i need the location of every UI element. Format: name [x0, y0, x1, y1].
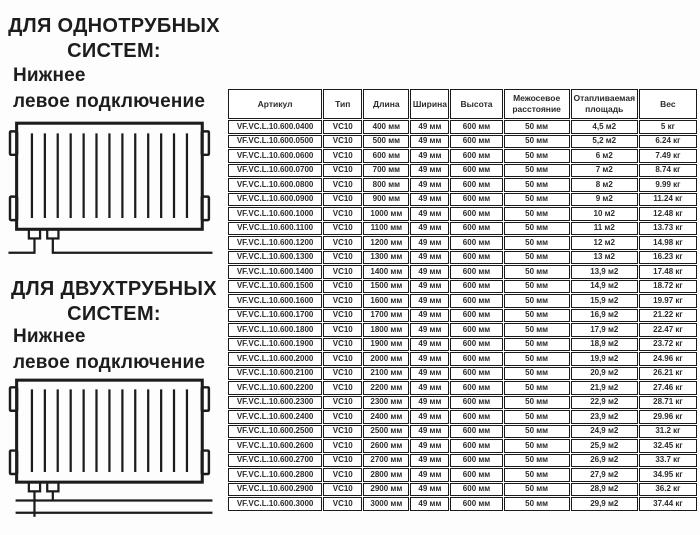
table-cell: 15,9 м2 [571, 294, 638, 308]
table-cell: 10 м2 [571, 207, 638, 221]
table-cell: VC10 [323, 251, 362, 265]
table-cell: 1100 мм [363, 222, 409, 236]
table-cell: 600 мм [450, 222, 502, 236]
table-cell: 20,9 м2 [571, 367, 638, 381]
heading-line: ДЛЯ ОДНОТРУБНЫХ [8, 15, 220, 37]
table-cell: 2400 мм [363, 410, 409, 424]
table-row [228, 309, 697, 323]
table-cell: VF.VC.L.10.600.2700 [228, 454, 322, 468]
table-cell: 16,9 м2 [571, 309, 638, 323]
table-cell: 50 мм [504, 222, 570, 236]
table-cell: 49 мм [410, 178, 449, 192]
table-cell: VF.VC.L.10.600.1100 [228, 222, 322, 236]
table-row [228, 454, 697, 468]
table-cell: 50 мм [504, 236, 570, 250]
table-cell: 600 мм [450, 135, 502, 149]
table-cell: 50 мм [504, 454, 570, 468]
table-cell: 50 мм [504, 483, 570, 497]
table-cell: 21,9 м2 [571, 381, 638, 395]
table-row [228, 251, 697, 265]
table-cell: 9.99 кг [639, 178, 697, 192]
radiator-spec-table [227, 88, 698, 512]
table-cell: 49 мм [410, 410, 449, 424]
table-cell: 50 мм [504, 323, 570, 337]
table-cell: 29,9 м2 [571, 497, 638, 511]
table-cell: VF.VC.L.10.600.0500 [228, 135, 322, 149]
table-cell: 600 мм [450, 468, 502, 482]
table-cell: VC10 [323, 367, 362, 381]
table-cell: 50 мм [504, 410, 570, 424]
table-row [228, 207, 697, 221]
table-cell: 600 мм [450, 396, 502, 410]
table-cell: 49 мм [410, 396, 449, 410]
table-cell: 49 мм [410, 483, 449, 497]
table-cell: VF.VC.L.10.600.0700 [228, 164, 322, 178]
heading-line: СИСТЕМ: [67, 303, 161, 325]
table-cell: VC10 [323, 149, 362, 163]
table-cell: 49 мм [410, 120, 449, 134]
table-row [228, 135, 697, 149]
table-cell: 600 мм [450, 483, 502, 497]
two-pipe-lines [16, 491, 213, 516]
table-cell: 600 мм [450, 207, 502, 221]
table-cell: 22,9 м2 [571, 396, 638, 410]
table-cell: 600 мм [450, 193, 502, 207]
column-header: Ширина [410, 89, 449, 119]
table-cell: 50 мм [504, 352, 570, 366]
table-cell: 12 м2 [571, 236, 638, 250]
table-cell: 2200 мм [363, 381, 409, 395]
table-cell: 49 мм [410, 323, 449, 337]
table-cell: 50 мм [504, 309, 570, 323]
table-cell: 49 мм [410, 135, 449, 149]
table-cell: 600 мм [450, 425, 502, 439]
table-cell: VC10 [323, 410, 362, 424]
table-cell: 1700 мм [363, 309, 409, 323]
table-cell: 13,9 м2 [571, 265, 638, 279]
table-cell: 600 мм [450, 178, 502, 192]
heading-line: ДЛЯ ДВУХТРУБНЫХ [11, 278, 217, 300]
subtitle-line: Нижнее [13, 326, 86, 347]
table-cell: 49 мм [410, 468, 449, 482]
table-cell: 22.47 кг [639, 323, 697, 337]
table-cell: 49 мм [410, 381, 449, 395]
table-cell: 50 мм [504, 251, 570, 265]
table-cell: 49 мм [410, 497, 449, 511]
table-row [228, 352, 697, 366]
table-cell: VC10 [323, 338, 362, 352]
table-cell: 3000 мм [363, 497, 409, 511]
table-row [228, 367, 697, 381]
table-cell: VC10 [323, 483, 362, 497]
table-cell: VF.VC.L.10.600.0800 [228, 178, 322, 192]
table-cell: 600 мм [450, 323, 502, 337]
table-cell: 8.74 кг [639, 164, 697, 178]
table-cell: 19.97 кг [639, 294, 697, 308]
table-row [228, 439, 697, 453]
heading-line: СИСТЕМ: [67, 40, 161, 62]
table-cell: 600 мм [450, 280, 502, 294]
table-cell: 12.48 кг [639, 207, 697, 221]
table-cell: 32.45 кг [639, 439, 697, 453]
table-cell: 49 мм [410, 294, 449, 308]
table-cell: 18.72 кг [639, 280, 697, 294]
table-cell: 50 мм [504, 193, 570, 207]
table-cell: 50 мм [504, 381, 570, 395]
table-cell: 28,9 м2 [571, 483, 638, 497]
table-cell: 49 мм [410, 439, 449, 453]
table-cell: 50 мм [504, 280, 570, 294]
table-cell: 500 мм [363, 135, 409, 149]
table-row [228, 193, 697, 207]
table-cell: 28.71 кг [639, 396, 697, 410]
table-cell: 16.23 кг [639, 251, 697, 265]
table-cell: 17.48 кг [639, 265, 697, 279]
table-cell: 49 мм [410, 251, 449, 265]
table-cell: 900 мм [363, 193, 409, 207]
table-cell: VC10 [323, 352, 362, 366]
table-cell: 600 мм [450, 367, 502, 381]
table-cell: 49 мм [410, 193, 449, 207]
table-cell: 600 мм [450, 439, 502, 453]
table-cell: 600 мм [450, 410, 502, 424]
table-cell: 21.22 кг [639, 309, 697, 323]
table-row [228, 323, 697, 337]
table-cell: VF.VC.L.10.600.2100 [228, 367, 322, 381]
table-cell: 13 м2 [571, 251, 638, 265]
table-cell: 34.95 кг [639, 468, 697, 482]
table-cell: 600 мм [450, 294, 502, 308]
table-cell: VF.VC.L.10.600.2500 [228, 425, 322, 439]
table-cell: 14,9 м2 [571, 280, 638, 294]
table-cell: 1600 мм [363, 294, 409, 308]
table-row [228, 222, 697, 236]
table-cell: 24.96 кг [639, 352, 697, 366]
table-cell: 49 мм [410, 309, 449, 323]
table-row [228, 164, 697, 178]
table-cell: VC10 [323, 193, 362, 207]
table-cell: 6.24 кг [639, 135, 697, 149]
table-cell: 5,2 м2 [571, 135, 638, 149]
table-cell: 50 мм [504, 468, 570, 482]
table-cell: 50 мм [504, 497, 570, 511]
table-cell: VC10 [323, 236, 362, 250]
table-cell: 23,9 м2 [571, 410, 638, 424]
table-cell: 600 мм [450, 149, 502, 163]
table-cell: 50 мм [504, 338, 570, 352]
table-cell: VF.VC.L.10.600.0400 [228, 120, 322, 134]
table-cell: 9 м2 [571, 193, 638, 207]
table-cell: 31.2 кг [639, 425, 697, 439]
table-cell: 27.46 кг [639, 381, 697, 395]
column-header: Длина [363, 89, 409, 119]
table-cell: 1000 мм [363, 207, 409, 221]
table-row [228, 265, 697, 279]
table-cell: 600 мм [450, 236, 502, 250]
table-cell: VF.VC.L.10.600.2000 [228, 352, 322, 366]
column-header: Вес [639, 89, 697, 119]
table-cell: 50 мм [504, 164, 570, 178]
table-row [228, 410, 697, 424]
table-cell: 50 мм [504, 425, 570, 439]
table-cell: 25,9 м2 [571, 439, 638, 453]
table-cell: VC10 [323, 265, 362, 279]
table-cell: 50 мм [504, 135, 570, 149]
table-row [228, 236, 697, 250]
table-row [228, 468, 697, 482]
table-cell: VF.VC.L.10.600.1700 [228, 309, 322, 323]
table-cell: 600 мм [450, 265, 502, 279]
table-cell: VF.VC.L.10.600.2200 [228, 381, 322, 395]
table-cell: 700 мм [363, 164, 409, 178]
table-cell: 1400 мм [363, 265, 409, 279]
table-cell: VC10 [323, 135, 362, 149]
subtitle-line: Нижнее [13, 65, 86, 86]
table-cell: 600 мм [450, 164, 502, 178]
table-row [228, 483, 697, 497]
table-cell: 49 мм [410, 164, 449, 178]
table-cell: VC10 [323, 439, 362, 453]
table-cell: 7.49 кг [639, 149, 697, 163]
table-cell: 2100 мм [363, 367, 409, 381]
table-cell: VF.VC.L.10.600.1900 [228, 338, 322, 352]
table-cell: VF.VC.L.10.600.0600 [228, 149, 322, 163]
column-header: Отапливаемая площадь [571, 89, 638, 119]
connection-subtitle-two-pipe [13, 324, 228, 376]
table-cell: 400 мм [363, 120, 409, 134]
table-cell: 49 мм [410, 207, 449, 221]
table-row [228, 425, 697, 439]
table-cell: VF.VC.L.10.600.1600 [228, 294, 322, 308]
table-cell: 17,9 м2 [571, 323, 638, 337]
table-cell: 600 мм [450, 497, 502, 511]
table-header-row [228, 89, 697, 119]
table-cell: 600 мм [450, 381, 502, 395]
table-cell: 1300 мм [363, 251, 409, 265]
table-cell: 27,9 м2 [571, 468, 638, 482]
table-cell: 2600 мм [363, 439, 409, 453]
table-cell: VF.VC.L.10.600.1300 [228, 251, 322, 265]
table-cell: 49 мм [410, 222, 449, 236]
table-cell: 37.44 кг [639, 497, 697, 511]
table-cell: 24,9 м2 [571, 425, 638, 439]
table-cell: 600 мм [450, 352, 502, 366]
table-row [228, 149, 697, 163]
table-cell: VF.VC.L.10.600.2800 [228, 468, 322, 482]
table-cell: 13.73 кг [639, 222, 697, 236]
table-cell: 600 мм [450, 454, 502, 468]
table-cell: 50 мм [504, 396, 570, 410]
table-cell: VF.VC.L.10.600.2300 [228, 396, 322, 410]
table-cell: 2300 мм [363, 396, 409, 410]
table-cell: 36.2 кг [639, 483, 697, 497]
table-cell: 33.7 кг [639, 454, 697, 468]
table-cell: VC10 [323, 120, 362, 134]
table-cell: 600 мм [450, 251, 502, 265]
table-row [228, 280, 697, 294]
table-cell: 1500 мм [363, 280, 409, 294]
table-cell: VC10 [323, 454, 362, 468]
table-cell: 1800 мм [363, 323, 409, 337]
table-cell: VF.VC.L.10.600.1000 [228, 207, 322, 221]
table-cell: 19,9 м2 [571, 352, 638, 366]
table-cell: 50 мм [504, 439, 570, 453]
table-cell: 49 мм [410, 352, 449, 366]
table-cell: 50 мм [504, 294, 570, 308]
table-cell: 1900 мм [363, 338, 409, 352]
table-cell: 6 м2 [571, 149, 638, 163]
table-cell: 5 кг [639, 120, 697, 134]
table-cell: VC10 [323, 294, 362, 308]
radiator-fins [32, 389, 187, 472]
table-cell: 600 мм [450, 120, 502, 134]
radiator-fins [32, 133, 187, 218]
table-cell: 50 мм [504, 367, 570, 381]
table-cell: VC10 [323, 309, 362, 323]
table-cell: VC10 [323, 323, 362, 337]
table-cell: VC10 [323, 222, 362, 236]
table-cell: 49 мм [410, 280, 449, 294]
table-cell: VC10 [323, 425, 362, 439]
table-cell: VC10 [323, 178, 362, 192]
table-cell: 49 мм [410, 367, 449, 381]
column-header: Артикул [228, 89, 322, 119]
single-pipe-lines [8, 238, 212, 252]
table-cell: 2800 мм [363, 468, 409, 482]
table-cell: 11 м2 [571, 222, 638, 236]
table-cell: 50 мм [504, 265, 570, 279]
table-cell: 49 мм [410, 149, 449, 163]
table-cell: 23.72 кг [639, 338, 697, 352]
table-cell: 50 мм [504, 149, 570, 163]
section-heading-single-pipe [0, 14, 228, 64]
table-cell: 4,5 м2 [571, 120, 638, 134]
table-cell: 8 м2 [571, 178, 638, 192]
table-cell: VC10 [323, 396, 362, 410]
connection-subtitle-single-pipe [13, 63, 228, 115]
subtitle-line: левое подключение [13, 352, 206, 373]
table-cell: 18,9 м2 [571, 338, 638, 352]
table-cell: VF.VC.L.10.600.1800 [228, 323, 322, 337]
table-cell: 49 мм [410, 236, 449, 250]
table-cell: 49 мм [410, 338, 449, 352]
table-cell: 11.24 кг [639, 193, 697, 207]
table-cell: VC10 [323, 468, 362, 482]
table-cell: 26.21 кг [639, 367, 697, 381]
table-row [228, 381, 697, 395]
table-cell: 800 мм [363, 178, 409, 192]
table-cell: 49 мм [410, 265, 449, 279]
table-body [228, 120, 697, 511]
table-cell: 2500 мм [363, 425, 409, 439]
section-heading-two-pipe [0, 277, 228, 327]
table-cell: VC10 [323, 497, 362, 511]
table-cell: VF.VC.L.10.600.1200 [228, 236, 322, 250]
table-cell: 600 мм [363, 149, 409, 163]
table-cell: VF.VC.L.10.600.3000 [228, 497, 322, 511]
column-header: Межосевое расстояние [504, 89, 570, 119]
table-row [228, 178, 697, 192]
table-cell: VC10 [323, 164, 362, 178]
table-cell: 7 м2 [571, 164, 638, 178]
table-row [228, 396, 697, 410]
table-cell: 50 мм [504, 178, 570, 192]
column-header: Высота [450, 89, 502, 119]
table-row [228, 294, 697, 308]
table-cell: VF.VC.L.10.600.1500 [228, 280, 322, 294]
table-cell: 49 мм [410, 454, 449, 468]
table-cell: 2700 мм [363, 454, 409, 468]
table-cell: 49 мм [410, 425, 449, 439]
table-cell: 26,9 м2 [571, 454, 638, 468]
table-cell: 600 мм [450, 309, 502, 323]
table-cell: 29.96 кг [639, 410, 697, 424]
table-cell: VF.VC.L.10.600.2900 [228, 483, 322, 497]
table-cell: VC10 [323, 381, 362, 395]
table-cell: VC10 [323, 207, 362, 221]
table-cell: 1200 мм [363, 236, 409, 250]
table-cell: VF.VC.L.10.600.2400 [228, 410, 322, 424]
table-cell: VF.VC.L.10.600.2600 [228, 439, 322, 453]
single-pipe-radiator-diagram [5, 113, 220, 266]
table-row [228, 120, 697, 134]
table-row [228, 338, 697, 352]
table-cell: VF.VC.L.10.600.1400 [228, 265, 322, 279]
table-cell: VF.VC.L.10.600.0900 [228, 193, 322, 207]
table-cell: 2000 мм [363, 352, 409, 366]
table-cell: 2900 мм [363, 483, 409, 497]
table-cell: 14.98 кг [639, 236, 697, 250]
subtitle-line: левое подключение [13, 91, 206, 112]
table-cell: VC10 [323, 280, 362, 294]
table-row [228, 497, 697, 511]
column-header: Тип [323, 89, 362, 119]
table-cell: 50 мм [504, 207, 570, 221]
table-cell: 600 мм [450, 338, 502, 352]
two-pipe-radiator-diagram [5, 372, 220, 525]
table-cell: 50 мм [504, 120, 570, 134]
